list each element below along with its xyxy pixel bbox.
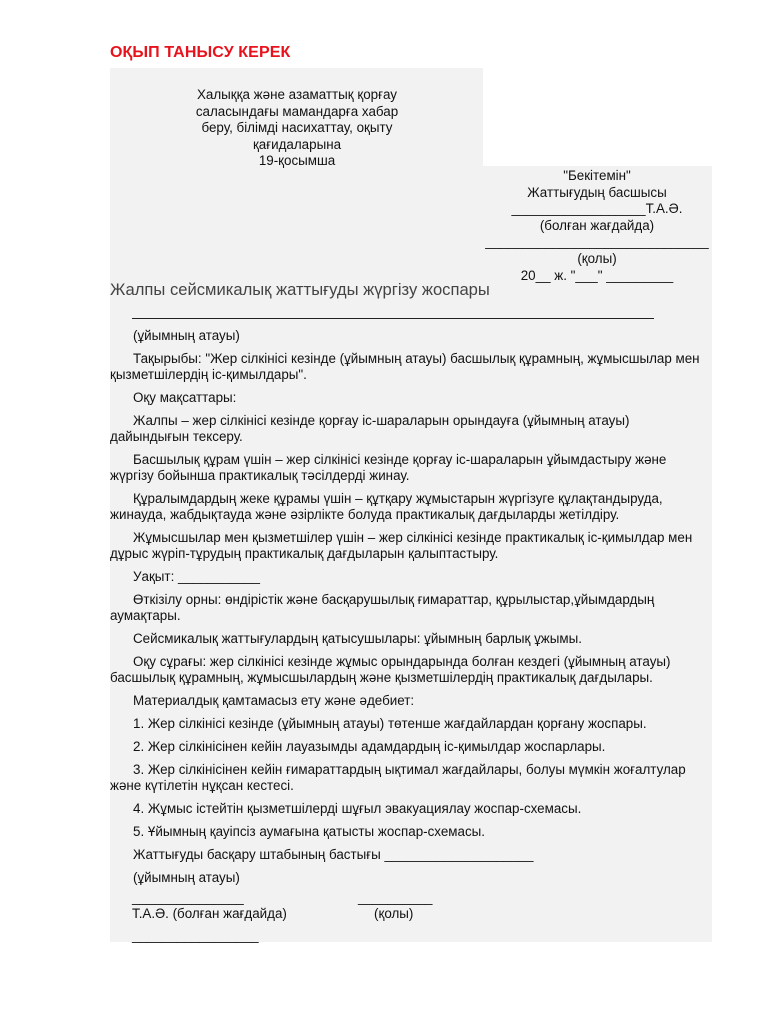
annex-line: беру, білімді насихаттау, оқыту [201,120,393,135]
paragraph: Құралымдардың жеке құрамы үшін – құтқару жұмыстарын жүргізуге құлақтандыруда, жинауда, жабдықтауда және әзірлікте болуда практикалық дағдыларды жетілдіру. [110,490,663,522]
approval-block [484,168,710,284]
paragraph: (ұйымның атауы) [133,870,240,886]
read-notice: ОҚЫП ТАНЫСУ КЕРЕК [110,44,291,61]
paragraph: 4. Жұмыс істейтін қызметшілерді шұғыл эвакуациялау жоспар-схемасы. [133,800,582,816]
document-body [110,328,710,893]
paragraph: 2. Жер сілкінісінен кейін лауазымды адамдардың іс-қимылдар жоспарлары. [133,738,606,754]
approval-line: (қолы) [577,250,617,266]
name-label: Т.А.Ә. (болған жағдайда) [132,906,287,921]
organization-name-line [132,318,654,319]
approval-line: ______________________________ [485,234,709,250]
paragraph: Басшылық құрам үшін – жер сілкінісі кезінде қорғау іс-шараларын ұйымдастыру және жүргізу бойынша практикалық тәсілдерді жинау. [110,451,667,483]
paragraph: Жалпы – жер сілкінісі кезінде қорғау іс-шараларын орындауға (ұйымның атауы) дайындығын тексеру. [110,413,630,444]
annex-line: 19-қосымша [258,153,336,168]
approval-line: (болған жағдайда) [539,217,655,233]
annex-line: қағидаларына [252,136,342,152]
annex-line: саласындағы мамандарға хабар [195,103,399,119]
paragraph: 1. Жер сілкінісі кезінде (ұйымның атауы) төтенше жағдайлардан қорғану жоспары. [133,715,647,731]
paragraph: Уақыт: ___________ [133,568,260,584]
paragraph: Материалдық қамтамасыз ету және әдебиет: [133,692,415,708]
annex-line: Халыққа және азаматтық қорғау [196,87,397,102]
paragraph: 5. Ұйымның қауіпсіз аумағына қатысты жоспар-схемасы. [133,823,485,839]
paragraph: (ұйымның атауы) [133,328,240,343]
paragraph: Өткізілу орны: өндірістік және басқарушылық ғимараттар, құрылыстар,ұйымдардың аумақтары. [110,591,655,623]
paragraph: Тақырыбы: "Жер сілкінісі кезінде (ұйымның атауы) басшылық құрамның, жұмысшылар мен қызметшілердің іс-қимылдары". [110,351,700,382]
document-title: Жалпы сейсмикалық жаттығуды жүргізу жоспары [110,280,490,299]
sign-label: (қолы) [374,906,414,921]
final-line: _________________ [132,928,259,943]
paragraph: Сейсмикалық жаттығулардың қатысушылары: ұйымның барлық ұжымы. [133,630,582,646]
paragraph: Жаттығуды басқару штабының бастығы ____________________ [133,846,534,862]
sign-line: __________ [358,890,433,905]
name-line: _______________ [132,890,244,905]
approval-line: "Бекітемін" [563,168,631,183]
paragraph: Жұмысшылар мен қызметшілер үшін – жер сілкінісі кезінде практикалық іс-қимылдар мен дұрыс жүріп-тұрудың практикалық дағдыларын қалыптастыру. [110,529,693,561]
approval-line: Жаттығудың басшысы [527,184,667,200]
paragraph: Оқу сұрағы: жер сілкінісі кезінде жұмыс орындарында болған кездегі (ұйымның атауы) басшылық құрамның, жұмысшылардың және қызметшілердің практикалық дағдылары. [110,653,671,685]
approval-line: __________________Т.А.Ә. [511,201,683,217]
approval-line: 20__ ж. "___" _________ [520,267,674,283]
annex-block [112,87,482,170]
paragraph: Оқу мақсаттары: [133,389,237,405]
paragraph: 3. Жер сілкінісінен кейін ғимараттардың ықтимал жағдайлары, болуы мүмкін жоғалтулар және күтілетін нұқсан кестесі. [110,761,686,793]
